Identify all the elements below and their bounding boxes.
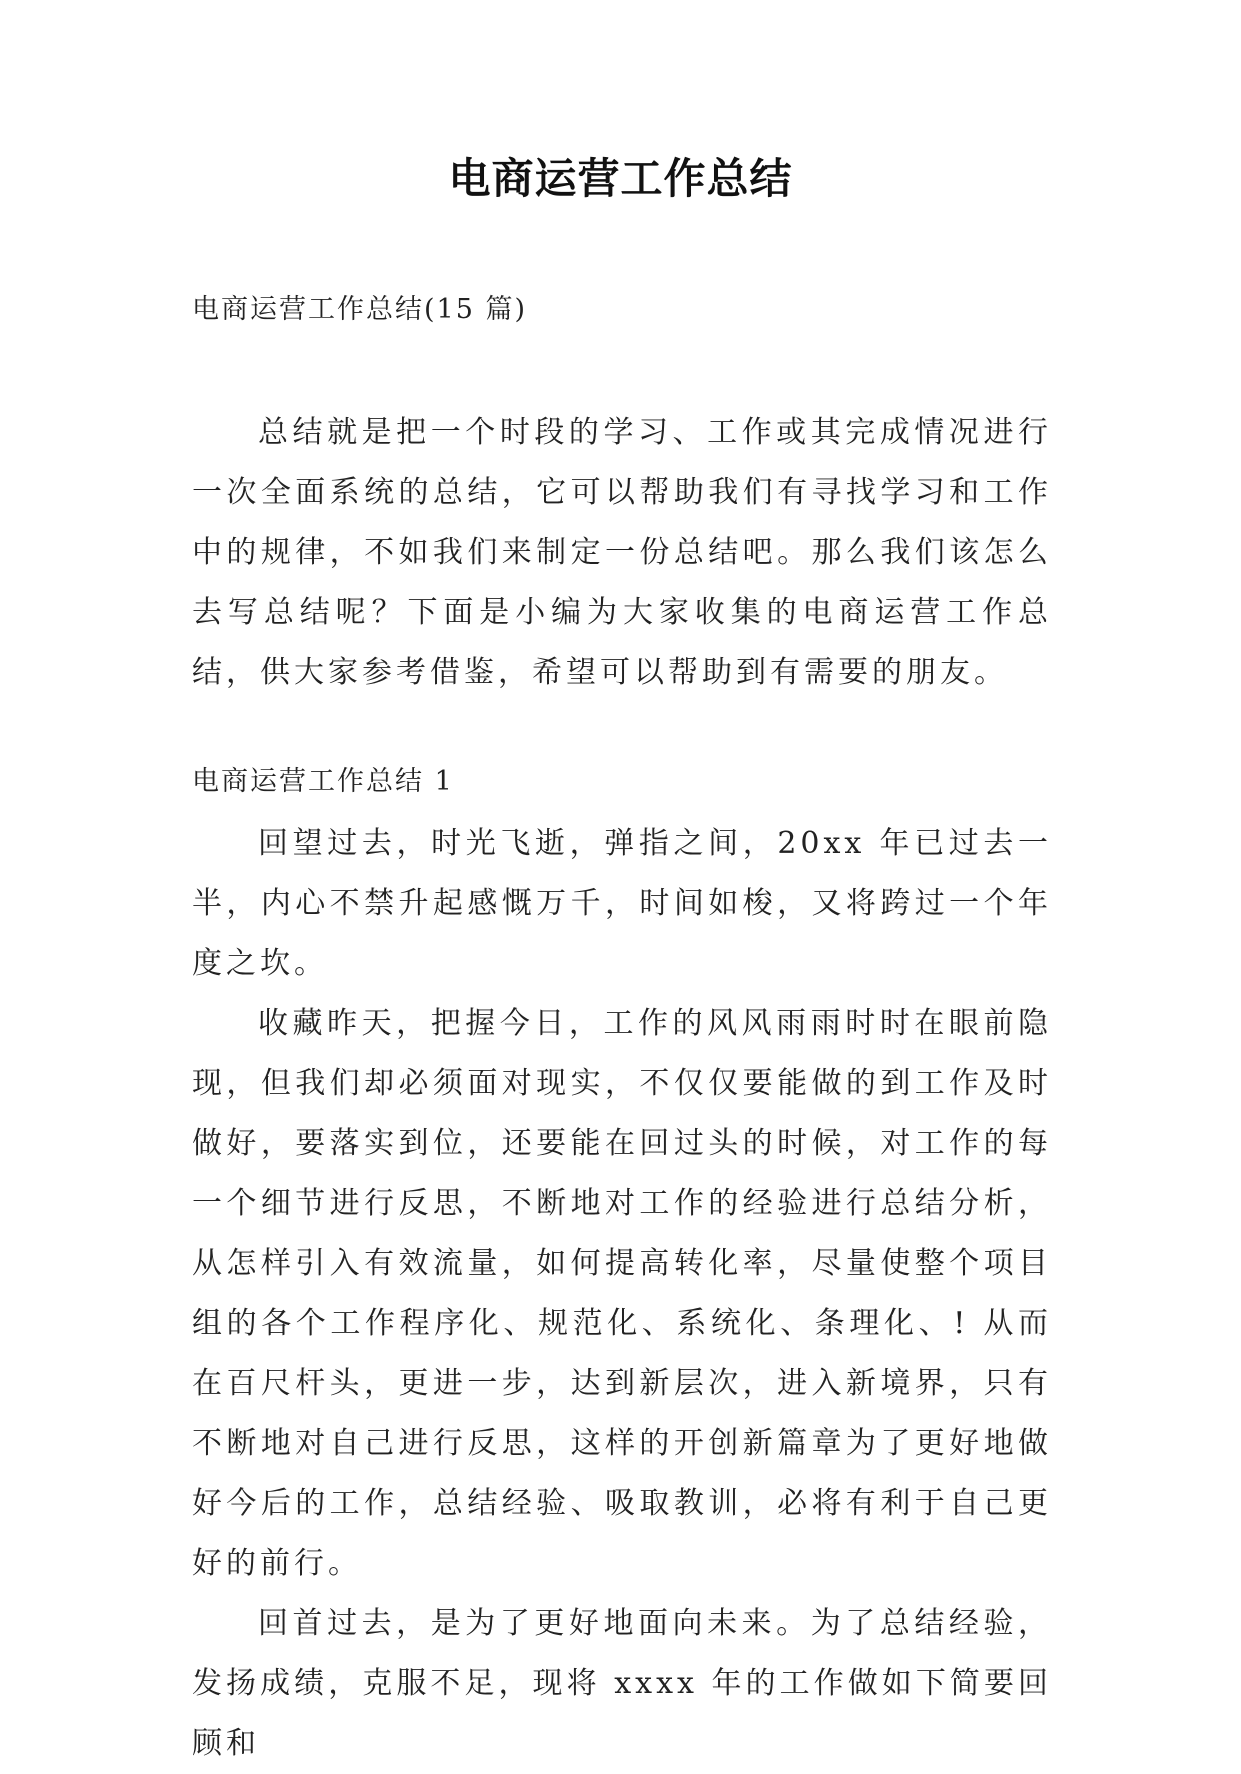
- section-body: [192, 814, 1052, 1774]
- body-paragraph: 回望过去，时光飞逝，弹指之间，20xx 年已过去一半，内心不禁升起感慨万千，时间如梭，又将跨过一个年度之坎。: [192, 826, 1052, 981]
- document-subtitle: 电商运营工作总结(15 篇): [192, 294, 528, 325]
- body-paragraph: 收藏昨天，把握今日，工作的风风雨雨时时在眼前隐现，但我们却必须面对现实，不仅仅要能做的到工作及时做好，要落实到位，还要能在回过头的时候，对工作的每一个细节进行反思，不断地对工作的经验进行总结分析，从怎样引入有效流量，如何提高转化率，尽量使整个项目组的各个工作程序化、规范化、系统化、条理化、! 从而在百尺杆头，更进一步，达到新层次，进入新境界，只有不断地对自己进行反思，这样的开创新篇章为了更好地做好今后的工作，总结经验、吸取教训，必将有利于自己更好的前行。: [192, 1006, 1052, 1581]
- section-heading: 电商运营工作总结 1: [192, 766, 454, 797]
- document-title: 电商运营工作总结: [448, 154, 793, 203]
- intro-paragraph: 总结就是把一个时段的学习、工作或其完成情况进行一次全面系统的总结，它可以帮助我们有寻找学习和工作中的规律，不如我们来制定一份总结吧。那么我们该怎么去写总结呢？下面是小编为大家收集的电商运营工作总结，供大家参考借鉴，希望可以帮助到有需要的朋友。: [192, 415, 1052, 690]
- body-paragraph: 回首过去，是为了更好地面向未来。为了总结经验，发扬成绩，克服不足，现将 xxxx 年的工作做如下简要回顾和: [192, 1606, 1052, 1761]
